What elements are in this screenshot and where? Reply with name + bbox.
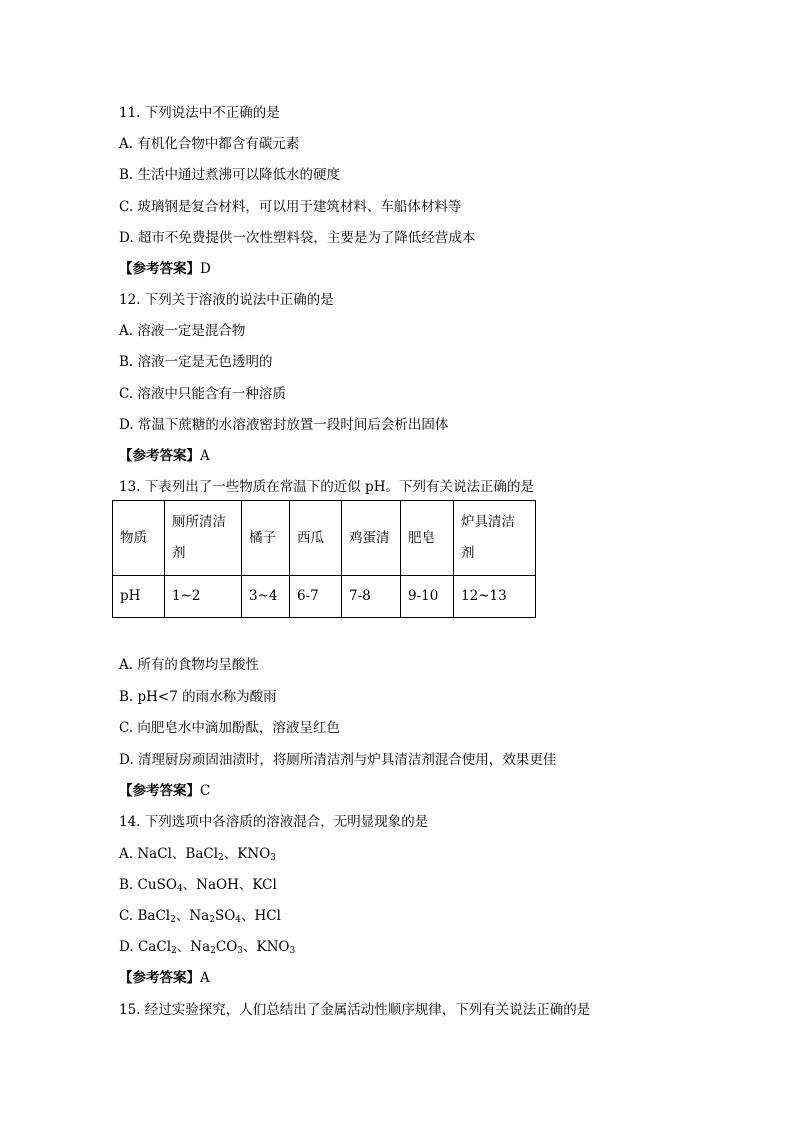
q13-option-a: A. 所有的食物均呈酸性 — [119, 657, 259, 673]
q13-answer — [119, 782, 210, 800]
q13-option-c: C. 向肥皂水中滴加酚酞，溶液呈红色 — [119, 720, 340, 736]
answer-label: 【参考答案】 — [119, 783, 200, 799]
table-cell: 12~13 — [454, 576, 536, 618]
answer-value: A — [200, 448, 210, 464]
table-cell: 9-10 — [401, 576, 454, 618]
q14-option-a: A. NaCl、BaCl$_2$、$KNO_3$ — [119, 846, 276, 863]
q12-option-b: B. 溶液一定是无色透明的 — [119, 354, 273, 370]
table-cell: 西瓜 — [290, 501, 342, 576]
q12-option-a: A. 溶液一定是混合物 — [119, 323, 246, 339]
answer-value: A — [200, 970, 210, 986]
ph-table — [112, 500, 536, 618]
q12-option-d: D. 常温下蔗糖的水溶液密封放置一段时间后会析出固体 — [119, 417, 449, 433]
table-cell: 橘子 — [242, 501, 290, 576]
q11-option-b: B. 生活中通过煮沸可以降低水的硬度 — [119, 167, 341, 183]
table-cell: 1~2 — [165, 576, 242, 618]
table-row — [113, 576, 536, 618]
q13-option-b: B. pH<7 的雨水称为酸雨 — [119, 689, 277, 705]
table-header-row — [113, 501, 536, 576]
answer-value: D — [200, 261, 211, 277]
q12-stem: 12. 下列关于溶液的说法中正确的是 — [119, 292, 334, 308]
table-cell: 炉具清洁剂 — [454, 501, 536, 576]
table-cell: 厕所清洁剂 — [165, 501, 242, 576]
q14-option-b: B. CuSO$_4$、NaOH、KCl — [119, 877, 277, 894]
table-cell: 肥皂 — [401, 501, 454, 576]
q12-option-c: C. 溶液中只能含有一种溶质 — [119, 386, 286, 402]
answer-value: C — [200, 783, 211, 799]
table-cell: 6-7 — [290, 576, 342, 618]
q14-option-c: C. BaCl$_2$、$Na_2SO_4$、HCl — [119, 908, 281, 925]
q13-option-d: D. 清理厨房顽固油渍时，将厕所清洁剂与炉具清洁剂混合使用，效果更佳 — [119, 752, 557, 768]
table-cell: pH — [113, 576, 165, 618]
q11-stem: 11. 下列说法中不正确的是 — [119, 105, 280, 121]
q15-stem: 15. 经过实验探究，人们总结出了金属活动性顺序规律，下列有关说法正确的是 — [119, 1002, 591, 1018]
table-cell: 3~4 — [242, 576, 290, 618]
answer-label: 【参考答案】 — [119, 448, 200, 464]
answer-label: 【参考答案】 — [119, 970, 200, 986]
q14-stem: 14. 下列选项中各溶质的溶液混合，无明显现象的是 — [119, 814, 429, 830]
q11-option-d: D. 超市不免费提供一次性塑料袋，主要是为了降低经营成本 — [119, 230, 476, 246]
q11-option-c: C. 玻璃钢是复合材料，可以用于建筑材料、车船体材料等 — [119, 199, 462, 215]
q14-option-d: D. CaCl$_2$、$Na_2CO_3$、$KNO_3$ — [119, 939, 296, 956]
answer-label: 【参考答案】 — [119, 261, 200, 277]
table-cell: 7-8 — [342, 576, 401, 618]
q11-answer — [119, 260, 211, 278]
q12-answer — [119, 447, 210, 465]
q11-option-a: A. 有机化合物中都含有碳元素 — [119, 136, 300, 152]
table-cell: 鸡蛋清 — [342, 501, 401, 576]
q13-stem: 13. 下表列出了一些物质在常温下的近似 pH。下列有关说法正确的是 — [119, 479, 534, 495]
table-cell: 物质 — [113, 501, 165, 576]
q14-answer — [119, 969, 210, 987]
